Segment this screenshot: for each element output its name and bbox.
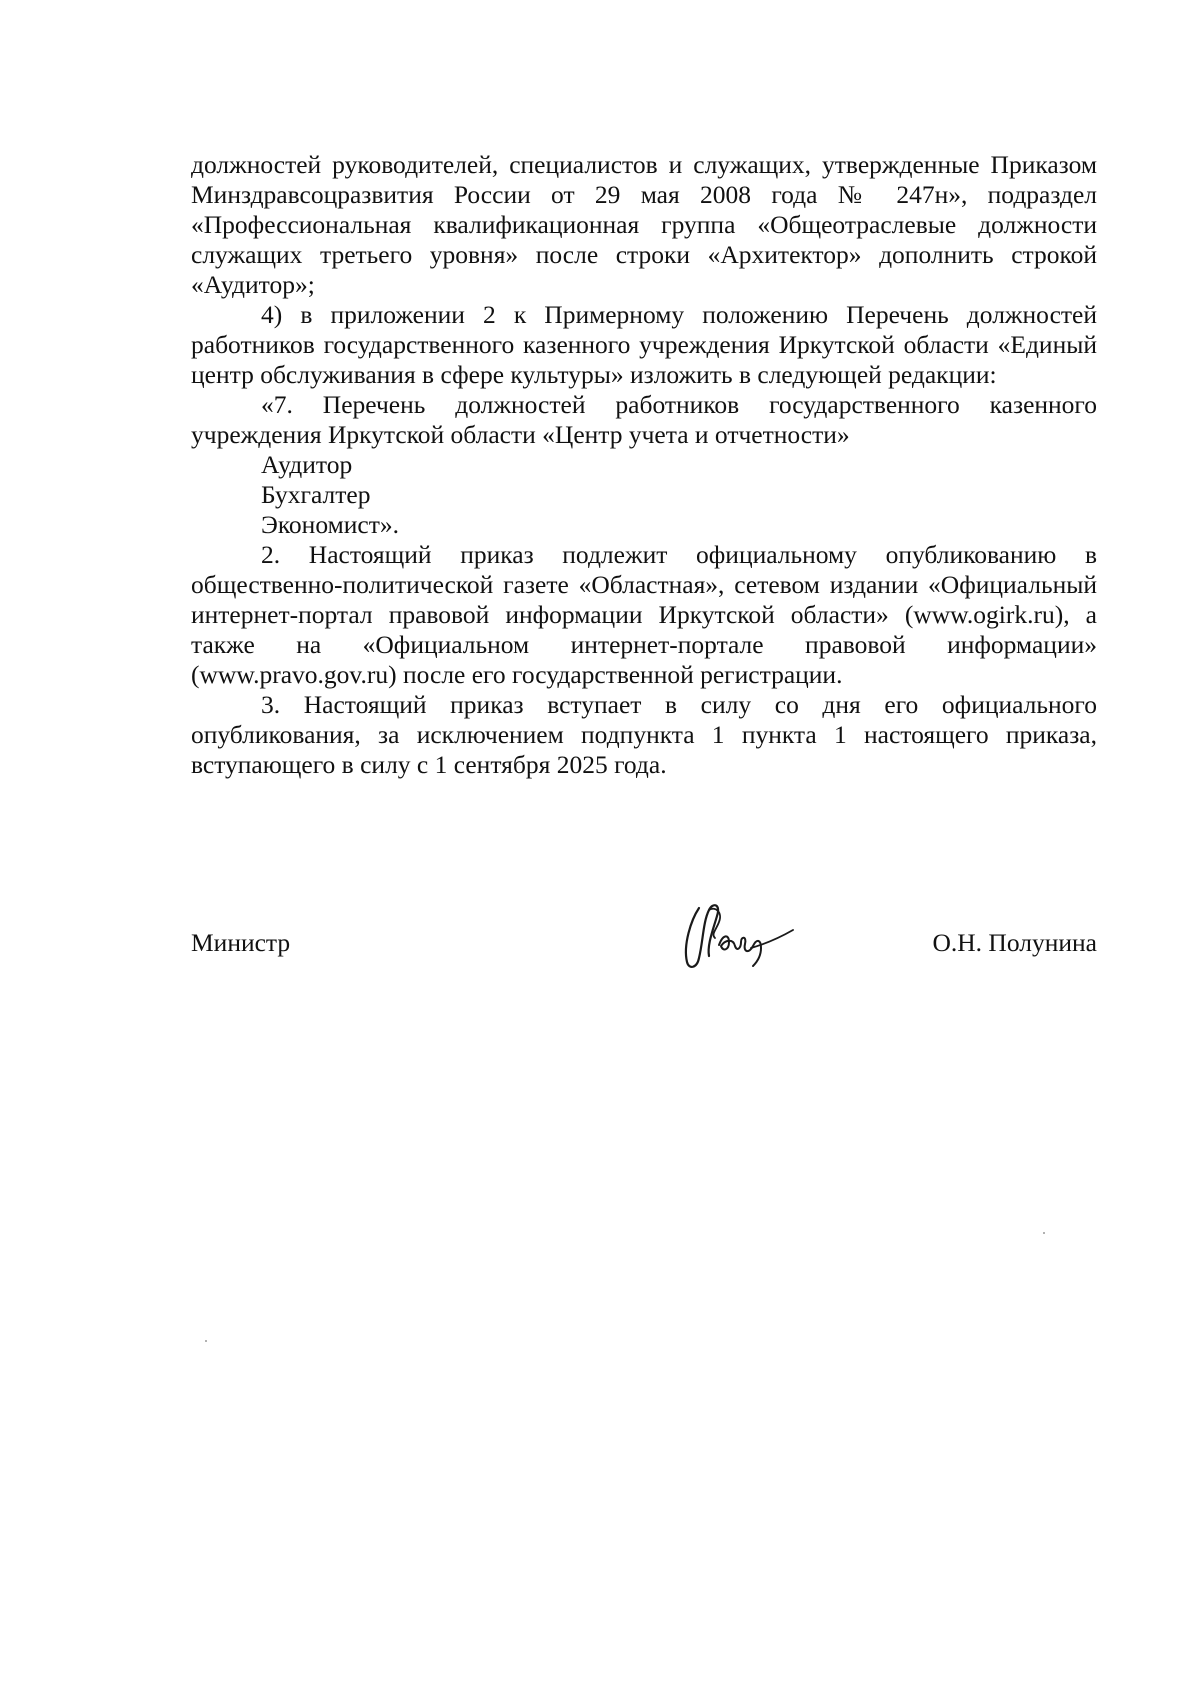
- document-body: [191, 150, 1097, 780]
- signatory-title: Министр: [191, 928, 291, 957]
- paragraph-effective-date: 3. Настоящий приказ вступает в силу со дня его официального опубликования, за исключением подпункта 1 пункта 1 настоящего приказа, вступающего в силу с 1 сентября 2025 года.: [191, 690, 1097, 779]
- position-item-accountant: Бухгалтер: [261, 480, 371, 509]
- paragraph-list-title: «7. Перечень должностей работников государственного казенного учреждения Иркутской области «Центр учета и отчетности»: [191, 390, 1097, 449]
- signatory-name: О.Н. Полунина: [932, 928, 1097, 957]
- scan-speck: [205, 1340, 207, 1342]
- signature-block: [191, 920, 1097, 980]
- paragraph-publication: 2. Настоящий приказ подлежит официальному опубликованию в общественно-политической газете «Областная», сетевом издании «Официальный интернет-портал правовой информации Иркутской области» (www.ogirk.ru), а также на «Официальном интернет-портале правовой информации» (www.pravo.gov.ru) после его государственной регистрации.: [191, 540, 1097, 689]
- paragraph-item-4: 4) в приложении 2 к Примерному положению Перечень должностей работников государственного казенного учреждения Иркутской области «Единый центр обслуживания в сфере культуры» изложить в следующей редакции:: [191, 300, 1097, 389]
- scan-speck: [1043, 1232, 1045, 1234]
- position-item-auditor: Аудитор: [261, 450, 353, 479]
- paragraph-continuation: должностей руководителей, специалистов и служащих, утвержденные Приказом Минздравсоцразвития России от 29 мая 2008 года № 247н», подраздел «Профессиональная квалификационная группа «Общеотраслевые должности служащих третьего уровня» после строки «Архитектор» дополнить строкой «Аудитор»;: [191, 150, 1097, 299]
- handwritten-signature-icon: [669, 890, 799, 980]
- position-item-economist: Экономист».: [261, 510, 399, 539]
